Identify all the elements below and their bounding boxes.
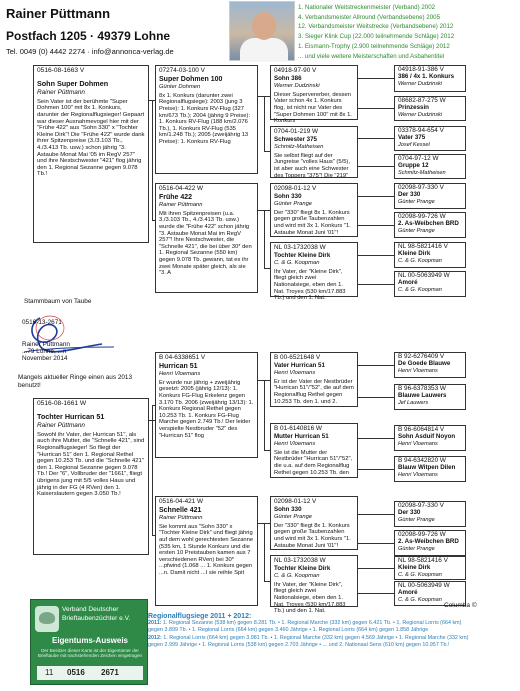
description: Sie kommt aus "Sohn 330" x "Tochter Kleine Dirk" und fliegt jährig auf dem wohl gerechtesten Sezanne (535 km, 1 Stunde Konkurs und die ersten 10 Preistauben kamen aus 7 verschiedenen RVen) bei 30* ...pfwind (1.068 ... 1. Konkurs gegen ...n. Damit nicht ...I sie reihte Spit	[159, 523, 254, 576]
pedigree-sds-top	[394, 126, 466, 151]
pigeon-name: Amoré	[398, 279, 418, 287]
pigeon-name: Frühe 422	[159, 193, 193, 201]
pigeon-name: Kleine Dirk	[398, 564, 431, 572]
description: Ihr Vater, der "Kleine Dirk", fliegt gleich zwei Nationalsiege, eben den 1. Nat. Troyes (530 km/17.883 Tb.) und den 1. Nat.	[274, 268, 346, 302]
pigeon-name: Der 330	[398, 191, 421, 199]
connector-line	[358, 593, 394, 594]
description: Dieser Supervererber, dessen Vater schon 4x 1. Konkurs flog, ist nicht nur Vater des "Super Dohmen 100" mit 8x 1. Konkurs	[274, 91, 352, 125]
breeder: Rainer Püttmann	[37, 422, 85, 430]
regional-line: 2012: 1. Regional Lorris (664 km) gegen 3.981 Tb. • 1. Regional Marche (332 km) gegen 4.569 Jährige • 1. Regional Marche (332 km)	[148, 634, 469, 641]
pigeon-name: Vater 375	[398, 134, 426, 142]
pigeon-name: 2. As-Weibchen BRD	[398, 220, 459, 228]
connector-line	[358, 568, 394, 569]
stammbaum-place: ...79 Lohne, ...n	[22, 348, 67, 355]
ring-number: B 96-6378353 W	[398, 385, 446, 392]
pigeon-name: Prinzessin	[398, 104, 429, 112]
pedigree-sds-bottom	[394, 425, 466, 451]
breeder: Günter Prange	[274, 201, 313, 208]
breeder: C. & G. Koopman	[398, 258, 442, 265]
pedigree-sss-bottom	[394, 352, 466, 378]
card-info: Der Besitzer dieser Karte ist der Eigentümer der Brieftaube mit nachstehenden Zeichen eingetragen	[37, 648, 143, 659]
regional-heading: Regionalflugsiege 2011 + 2012:	[148, 613, 252, 620]
title-item: 1. Eismann-Trophy (2.900 teilnehmende Schläge) 2012	[298, 42, 450, 50]
connector-line	[358, 138, 394, 139]
breeder: Henri Vloemans	[398, 441, 438, 448]
pigeon-name: Tochter Hurrican 51	[37, 411, 105, 421]
pigeon-name: Blauw Witpen Dilen	[398, 464, 456, 472]
connector-line	[358, 438, 394, 439]
regional-wins	[148, 613, 518, 649]
connector-line	[264, 210, 265, 268]
pigeon-name: De Goede Blauwe	[398, 360, 451, 368]
pedigree-dsd-top	[394, 212, 466, 238]
pedigree-ssd-bottom	[394, 384, 466, 410]
ring-number: 0516-08-1663 V	[37, 67, 85, 74]
pedigree-sire-top	[155, 65, 258, 174]
description: Er ist der Vater der Nestbrüder "Hurrican 51"/"52", die auf dem Regionalflug Rethel gegen 10.253 Tb. den 1. und 2.	[274, 378, 354, 405]
ring-note: Mangels aktueller Ringe einen aus 2013 benutzt!	[18, 374, 133, 389]
ring-number: 0516-04-421 W	[159, 498, 204, 505]
description: Ihr Vater, der "Kleine Dirk", fliegt gleich zwei Nationalsiege, eben den 1. Nat. Troyes (530 km/17.883 Tb.) und den 1. Nat.	[274, 581, 346, 615]
title-item: 1. Nationaler Weitstreckenmeister (Verband) 2002	[298, 4, 436, 11]
pigeon-name: Sohn Asduif Noyon	[398, 433, 456, 441]
breeder: Günter Prange	[398, 517, 435, 524]
breeder-address: Postfach 1205 · 49379 Lohne	[6, 29, 171, 43]
card-ring-year: 11	[45, 668, 54, 677]
description: Der "330" fliegt 8x 1. Konkurs gegen große Taubenzahlen und wird mit 3x 1. Konkurs "1. Astaube Monat Juni '01"!	[274, 522, 351, 549]
ring-number: 08682-87-275 W	[398, 97, 446, 104]
pedigree-dd-top	[270, 242, 358, 302]
connector-line	[358, 469, 394, 470]
breeder: Henri Vloemans	[274, 441, 316, 448]
pedigree-ss-top	[270, 65, 358, 125]
breeder: C. & G. Koopman	[398, 572, 442, 579]
ring-number: B 01-6140816 W	[274, 425, 322, 432]
ring-number: NL 98-5821416 V	[398, 557, 448, 564]
connector-line	[264, 380, 265, 450]
ring-number: NL 00-5063949 W	[398, 582, 450, 589]
pedigree-sd-bottom	[270, 423, 358, 478]
connector-line	[358, 196, 394, 197]
pedigree-ss-bottom	[270, 352, 358, 407]
breeder: Jef Lauwers	[398, 400, 429, 407]
pedigree-dds-top	[394, 242, 466, 268]
breeder-header	[6, 6, 226, 56]
pigeon-name: Blauwe Lauwers	[398, 392, 447, 400]
pedigree-sire-bottom	[155, 352, 258, 458]
breeder: Rainer Püttmann	[159, 515, 203, 522]
breeder: Werner Dudzinski	[398, 112, 443, 119]
ring-number: NL 98-5821416 V	[398, 243, 448, 250]
ring-number: 0704-01-219 W	[274, 128, 319, 135]
breeder: Günter Prange	[398, 228, 435, 235]
ring-number: B 04-6338651 V	[159, 354, 206, 361]
card-org-line-2: Brieftaubenzüchter e.V.	[62, 615, 131, 622]
connector-line	[358, 514, 394, 515]
pigeon-name: Amoré	[398, 589, 418, 597]
pedigree-dd-bottom	[270, 555, 358, 615]
breeder: Henri Vloemans	[398, 472, 438, 479]
breeder: Schmitz-Matheisen	[398, 170, 446, 177]
connector-line	[358, 284, 394, 285]
ring-number: 02098-01-12 V	[274, 498, 317, 505]
pigeon-name: Vater Hurrican 51	[274, 361, 325, 369]
pedigree-ssd-top	[394, 96, 466, 121]
ring-number: B 92-6276409 V	[398, 353, 445, 360]
pedigree-subject-bottom	[33, 398, 149, 555]
ring-number: 0516-04-422 W	[159, 185, 204, 192]
ring-number: 02098-97-330 V	[398, 184, 444, 191]
pigeon-name: Super Dohmen 100	[159, 75, 223, 83]
pedigree-dsd-bottom	[394, 530, 466, 556]
title-item: 3. Sieger Klink Cup (22.000 teilnehmende Schläge) 2012	[298, 33, 455, 41]
pigeon-name: Der 330	[398, 509, 421, 517]
breeder-name: Rainer Püttmann	[6, 6, 111, 21]
connector-line	[358, 255, 394, 256]
breeder: Rainer Püttmann	[37, 89, 85, 97]
breeder: Günter Prange	[274, 514, 313, 521]
breeder: C. & G. Koopman	[398, 597, 442, 604]
breeder: C. & G. Koopman	[274, 260, 320, 267]
connector-line	[358, 365, 394, 366]
ring-number: 0704-97-12 W	[398, 155, 439, 162]
regional-line: 2011: 1. Regional Sezanne (538 km) gegen 8.281 Tb. • 1. Regional Marche (332 km) gegen 6.421 Tb. • 1. Regional Lorris (664 km)	[148, 620, 462, 627]
pedigree-sdd-bottom	[394, 456, 466, 482]
pigeon-name: Tochter Kleine Dirk	[274, 251, 331, 259]
regional-line: gegen 3.899 Tb. • 1. Regional Lorris (664 km) gegen 3.460 Jährige • 1. Regional Lorris (664 km) gegen 1.858 Jährige	[148, 627, 429, 634]
ring-number: 04918-91-386 V	[398, 66, 444, 73]
pedigree-ds-top	[270, 183, 358, 237]
breeder: Henri Vloemans	[274, 370, 316, 377]
pigeon-name: Sohn 330	[274, 192, 302, 200]
card-ring-row	[37, 666, 143, 680]
pedigree-dss-bottom	[394, 501, 466, 527]
connector-line	[152, 220, 155, 221]
breeder-contact: Tel. 0049 (0) 4442 2274 · info@annonca-verlag.de	[6, 47, 174, 56]
breeder: Günter Dohmen	[159, 84, 201, 91]
stammbaum-ring: 0516-13-2671	[22, 319, 62, 326]
breeder-photo	[229, 1, 295, 61]
ring-number: 07274-03-100 V	[159, 67, 205, 74]
connector-line	[152, 100, 153, 220]
description: Sie ist die Mutter der Nestbrüder "Hurrican 51"/"52", die u.a. auf dem Regionalflug Rethel gegen 10.253 Tb. den	[274, 449, 353, 476]
pigeon-name: Sohn Super Dohmen	[37, 78, 109, 88]
championship-list	[298, 3, 520, 61]
card-ring-club: 0516	[67, 668, 85, 677]
pedigree-sdd-top	[394, 154, 466, 179]
ring-number: NL 03-1732038 W	[274, 244, 326, 251]
pedigree-dam-top	[155, 183, 258, 293]
breeder: Josef Kessel	[398, 142, 430, 149]
breeder: C. & G. Koopman	[398, 287, 442, 294]
pigeon-name: 386 / 4x 1. Konkurs	[398, 73, 455, 81]
connector-line	[264, 151, 270, 152]
ring-number: NL 00-5063949 W	[398, 272, 450, 279]
title-item: ... und viele weitere Meisterschaften und Asbahentitel	[298, 52, 445, 60]
connector-line	[358, 225, 394, 226]
breeder: Günter Prange	[398, 546, 435, 553]
description: Sein Vater ist der berühmte "Super Dohmen 100" mit 8x 1. Konkurs, darunter der Regionalflugsieger! Gepaart war dieser Ausnahmevogel hier mit der "Frühe 422" aus "Sohn 330" x "Tochter Kleine Dirk"! Die "Frühe 422" wurde dank ihrer Spitzenpreise (3./3.103 Tb., 4./3.413 Tb. usw.) schon jährig "3. Astaube Monat Mai '05 im RegV 257" und ihre Nestschwester "421" flog jährig den 1. Regional Sezanne gegen 9.078 Tb.!	[37, 98, 145, 178]
pigeon-name: Sohn 386	[274, 74, 302, 82]
breeder: C. & G. Koopman	[274, 573, 320, 580]
pigeon-emblem-icon	[35, 606, 59, 632]
ring-number: 03378-94-654 V	[398, 127, 444, 134]
regional-line: gegen 2.999 Jährige • 1. Regional Lorris (538 km) gegen 2.703 Jährige • ... und 2. Nationaal Sens (610 km) gegen 10.957 Tb.!	[148, 641, 450, 648]
description: 8x 1. Konkurs (darunter zwei Regionalflugsiege): 2003 (jung 3 Preise): 1. Konkurs RV-Flug (327 km/673 Tb.); 2004 (jährig 9 Preise): 1. Konkurs RV-Flug (188 km/2.076 Tb.), 1. Konkurs RV-Flug (535 km/1.248 Tb.); 2005 (zweijährig 13 Preise): 1. Konkurs RV-Flug	[159, 92, 251, 145]
card-ring-number: 2671	[101, 668, 119, 677]
description: Sowohl ihr Vater, der Hurrican 51", als auch ihre Mutter, die "Schnelle 421", sind Regionalflugsieger! So fliegt der "Hurrican 51" den 1. Regional Rethel gegen 10.253 Tb. und die "Schnelle 421" den 1. Regional Sezanne gegen 9.078 Tb.! Der "6", Vollbruder der "1661", fliegt übrigens jung mit 5/5 volles Haus und jährig in der FG (4 RVen) den 1. Kaiserslautern gegen 3.050 Tb.!	[37, 431, 145, 498]
pedigree-dss-top	[394, 183, 466, 209]
pigeon-name: Schnelle 421	[159, 506, 202, 514]
breeder: Günter Prange	[398, 199, 435, 206]
stammbaum-date: November 2014	[22, 355, 68, 362]
title-item: 4. Verbandsmeister Allround (Verbandsebene) 2005	[298, 13, 441, 21]
pigeon-name: Hurrican 51	[159, 362, 198, 370]
pedigree-sss-top	[394, 65, 466, 92]
ring-number: B 00-6521648 V	[274, 354, 321, 361]
connector-line	[358, 397, 394, 398]
connector-line	[152, 535, 155, 536]
card-title: Eigentums-Ausweis	[51, 636, 128, 645]
ring-number: 04918-97-90 V	[274, 67, 317, 74]
ring-number: 02098-99-726 W	[398, 531, 446, 538]
ring-number: 02098-99-726 W	[398, 213, 446, 220]
ring-number: B 96-6064814 V	[398, 426, 445, 433]
connector-line	[152, 405, 153, 535]
connector-line	[358, 166, 394, 167]
breeder: Rainer Püttmann	[159, 202, 203, 209]
connector-line	[152, 405, 155, 406]
pigeon-name: Sohn 330	[274, 505, 302, 513]
description: Er wurde nur jährig + zweijährig gesetzt: 2005 (jährig 12/13): 1. Konkurs FG-Flug Erkelenz gegen 3.170 Tb. 2006 (zweijährig 13/13): 1. Konkurs Regional Rethel gegen 10.253 Tb. 1. Konkurs FG-Flug Marche gegen 2.749 Tb.! Der leider verspielte Nestbruder "52" des "Hurrican 51" flog	[159, 379, 254, 439]
connector-line	[358, 543, 394, 544]
pigeon-name: Tochter Kleine Dirk	[274, 564, 331, 572]
pedigree-dds-bottom	[394, 556, 466, 580]
breeder: Henri Vloemans	[159, 371, 201, 378]
pigeon-name: Schwester 375	[274, 135, 317, 143]
pedigree-ddd-top	[394, 271, 466, 297]
ownership-card	[30, 599, 148, 685]
pigeon-name: Gruppe 12	[398, 162, 429, 170]
pedigree-sd-top	[270, 126, 358, 178]
connector-line	[264, 268, 270, 269]
pigeon-name: Mutter Hurrican 51	[274, 432, 329, 440]
breeder: Schmitz-Matheisen	[274, 144, 324, 151]
breeder: Werner Dudzinski	[274, 83, 320, 90]
ring-number: NL 03-1732038 W	[274, 557, 326, 564]
ring-number: 0516-08-1661 W	[37, 400, 87, 407]
breeder: Henri Vloemans	[398, 368, 438, 375]
pigeon-name: 2. As-Weibchen BRD	[398, 538, 459, 546]
connector-line	[264, 581, 270, 582]
ring-number: 02098-01-12 V	[274, 185, 317, 192]
connector-line	[264, 96, 265, 151]
description: Der "330" fliegt 8x 1. Konkurs gegen große Taubenzahlen und wird mit 3x 1. Konkurs "1. Astaube Monat Juni '01"!	[274, 209, 351, 236]
ring-number: B 94-6342820 W	[398, 457, 446, 464]
stammbaum-signer: Rainer Püttmann	[22, 341, 70, 348]
title-item: 12. Verbandsmeister Weitstrecke (Verbandsebene) 2012	[298, 23, 454, 31]
connector-line	[358, 108, 394, 109]
columba-credit: Columba ©	[444, 602, 477, 609]
breeder: Werner Dudzinski	[398, 81, 443, 88]
pigeon-name: Kleine Dirk	[398, 250, 431, 258]
pedigree-subject-top	[33, 65, 149, 243]
pedigree-dam-bottom	[155, 496, 258, 606]
description: Sie selbst fliegt auf der Jungreise "volles Haus" (5/5), ist aber auch eine Schwester des Toppers "375"! Die "219"	[274, 152, 350, 179]
ring-number: 02098-97-330 V	[398, 502, 444, 509]
connector-line	[358, 78, 394, 79]
connector-line	[264, 450, 270, 451]
connector-line	[264, 523, 265, 581]
pedigree-ds-bottom	[270, 496, 358, 550]
description: Mit ihren Spitzenpreisen (u.a. 3./3.103 Tb., 4./3.413 Tb. usw.) wurde die "Frühe 422" schon jährig "3. Astaube Monat Mai im RegV 257"! Ihre Nestschwester, die "Schnelle 421", die bei über 30* den 1. Regional Sezanne (550 km) gegen 9.078 Tb. gewann, tat es ihr zwei Monate später gleich, als sie "3. A	[159, 210, 252, 277]
card-org-line-1: Verband Deutscher	[62, 606, 119, 613]
stammbaum-label: Stammbaum von Taube	[24, 298, 92, 305]
